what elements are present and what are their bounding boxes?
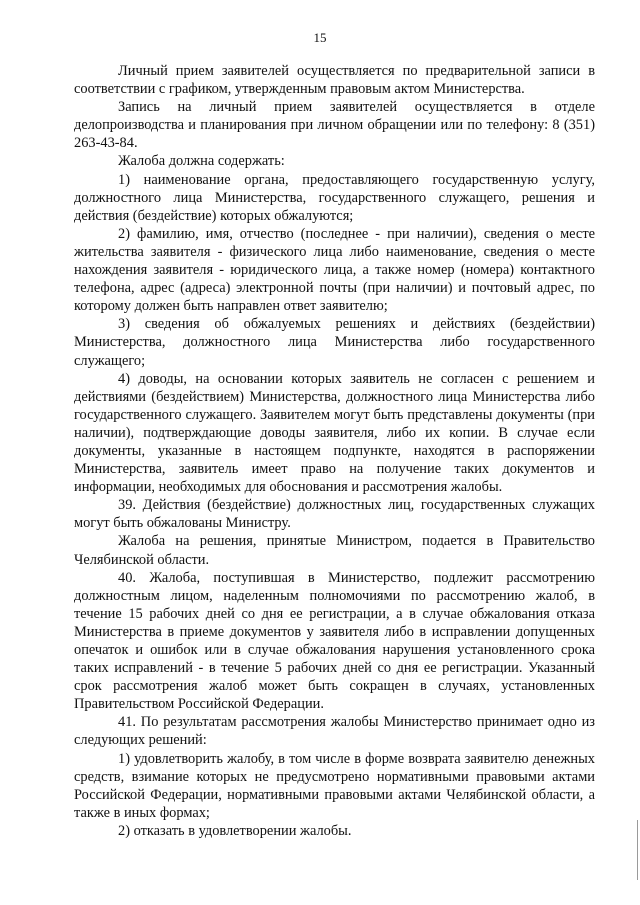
paragraph: 40. Жалоба, поступившая в Министерство, подлежит рассмотрению должностным лицом, наделенным полномочиями по рассмотрению жалоб, в течение 15 рабочих дней со дня ее регистрации, а в случае обжалования отказа Министерства в приеме документов у заявителя либо в исправлении допущенных опечаток и ошибок или в случае обжалования нарушения установленного срока таких исправлений - в течение 5 рабочих дней со дня ее регистрации. Указанный срок рассмотрения жалоб может быть сокращен в случаях, установленных Правительством Российской Федерации. (74, 569, 595, 713)
scan-edge-mark (637, 820, 638, 880)
paragraph: Запись на личный прием заявителей осуществляется в отделе делопроизводства и планирования при личном обращении или по телефону: 8 (351) 263-43-84. (74, 99, 595, 152)
paragraph: 2) фамилию, имя, отчество (последнее - при наличии), сведения о месте жительства заявителя - физического лица либо наименование, сведения о месте нахождения заявителя - юридического лица, а также номер (номера) контактного телефона, адрес (адреса) электронной почты (при наличии) и почтовый адрес, по которому должен быть направлен ответ заявителю; (74, 225, 595, 315)
paragraph: 39. Действия (бездействие) должностных лиц, государственных служащих могут быть обжалованы Министру. (74, 497, 595, 532)
paragraph: 3) сведения об обжалуемых решениях и действиях (бездействии) Министерства, должностного лица Министерства либо государственного служащего; (74, 316, 595, 369)
paragraph: Жалоба должна содержать: (118, 153, 285, 170)
paragraph: Жалоба на решения, принятые Министром, подается в Правительство Челябинской области. (74, 533, 595, 568)
paragraph: 1) удовлетворить жалобу, в том числе в форме возврата заявителю денежных средств, взимание которых не предусмотрено нормативными правовыми актами Российской Федерации, нормативными правовыми актами Челябинской области, а также в иных формах; (74, 750, 595, 821)
paragraph: 41. По результатам рассмотрения жалобы Министерство принимает одно из следующих решений: (74, 714, 595, 749)
paragraph: 2) отказать в удовлетворении жалобы. (118, 822, 352, 839)
paragraph: Личный прием заявителей осуществляется по предварительной записи в соответствии с графиком, утвержденным правовым актом Министерства. (74, 63, 595, 98)
page-number: 15 (313, 30, 327, 45)
paragraph: 1) наименование органа, предоставляющего государственную услугу, должностного лица Министерства, государственного служащего, решения и действия (бездействие) которых обжалуются; (74, 171, 595, 224)
document-body (74, 62, 595, 840)
paragraph: 4) доводы, на основании которых заявитель не согласен с решением и действиями (бездействием) Министерства, должностного лица Министерства либо государственного служащего. Заявителем могут быть представлены документы (при наличии), подтверждающие доводы заявителя, либо их копии. В случае если документы, указанные в настоящем подпункте, находятся в распоряжении Министерства, заявитель имеет право на получение таких документов и информации, необходимых для обоснования и рассмотрения жалобы. (74, 370, 595, 496)
